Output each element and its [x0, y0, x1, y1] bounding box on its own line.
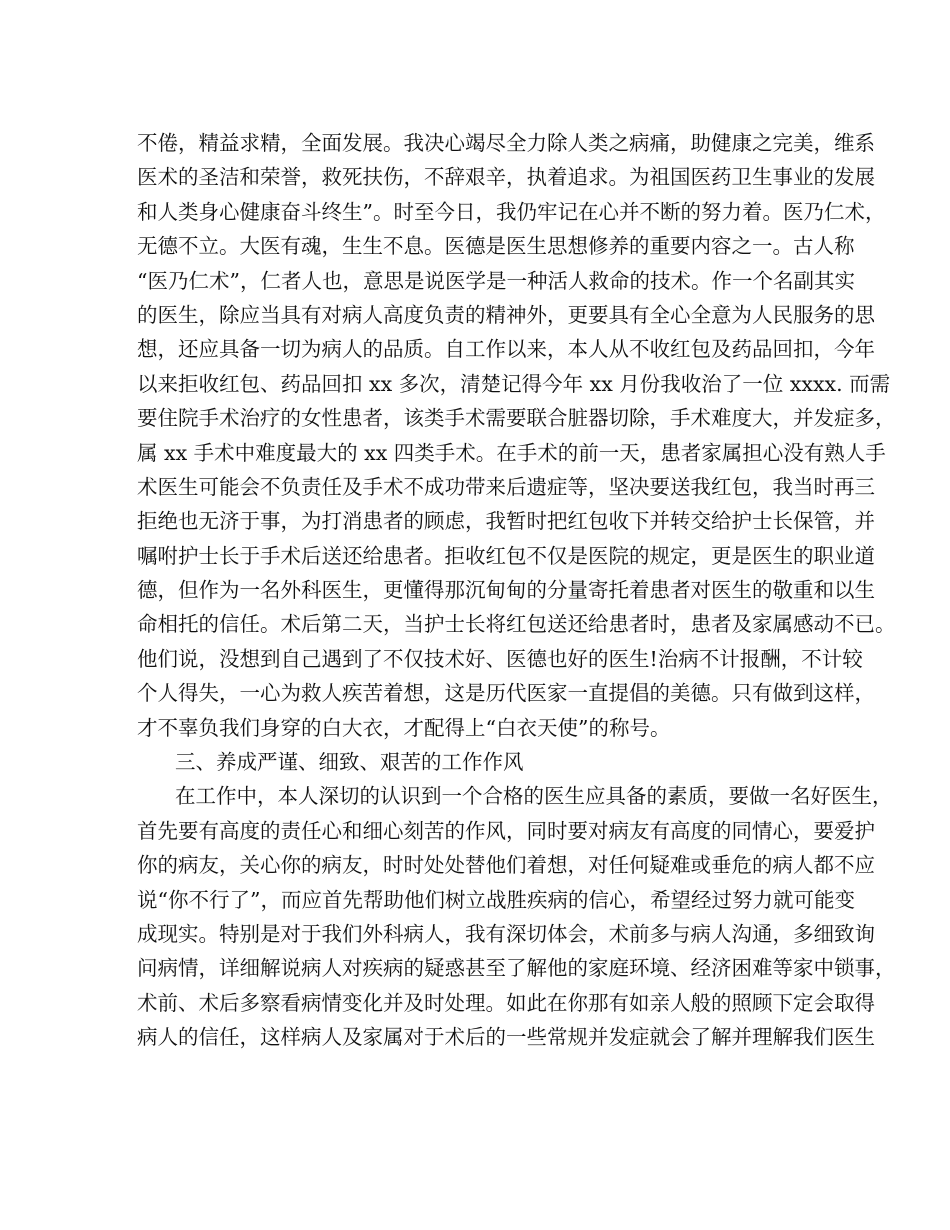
text-line: 你的病友，关心你的病友，时时处处替他们着想，对任何疑难或垂危的病人都不应	[137, 853, 875, 878]
text-line: 成现实。特别是对于我们外科病人，我有深切体会，术前多与病人沟通，多细致询	[137, 921, 875, 946]
text-line: “医乃仁术”，仁者人也，意思是说医学是一种活人救命的技术。作一个名副其实	[137, 268, 855, 293]
text-line: 术前、术后多察看病情变化并及时处理。如此在你那有如亲人般的照顾下定会取得	[137, 990, 875, 1015]
text-line: 医术的圣洁和荣誉，救死扶伤，不辞艰辛，执着追求。为祖国医药卫生事业的发展	[137, 165, 875, 190]
text-line: 属 xx 手术中难度最大的 xx 四类手术。在手术的前一天，患者家属担心没有熟人手	[137, 440, 886, 465]
text-line: 嘱咐护士长于手术后送还给患者。拒收红包不仅是医院的规定，更是医生的职业道	[137, 543, 875, 568]
text-line: 要住院手术治疗的女性患者，该类手术需要联合脏器切除，手术难度大，并发症多，	[137, 406, 896, 431]
text-line: 想，还应具备一切为病人的品质。自工作以来，本人从不收红包及药品回扣，今年	[137, 337, 875, 362]
text-line: 个人得失，一心为救人疾苦着想，这是历代医家一直提倡的美德。只有做到这样，	[137, 681, 875, 706]
body-text	[137, 126, 896, 1055]
text-line: 德，但作为一名外科医生，更懂得那沉甸甸的分量寄托着患者对医生的敬重和以生	[137, 578, 875, 603]
text-line: 在工作中，本人深切的认识到一个合格的医生应具备的素质，要做一名好医生，	[175, 784, 893, 809]
text-line: 说“你不行了”，而应首先帮助他们树立战胜疾病的信心，希望经过努力就可能变	[137, 887, 855, 912]
text-line: 不倦，精益求精，全面发展。我决心竭尽全力除人类之病痛，助健康之完美，维系	[137, 131, 875, 155]
text-line: 首先要有高度的责任心和细心刻苦的作风，同时要对病友有高度的同情心，要爱护	[137, 818, 875, 843]
text-line: 他们说，没想到自己遇到了不仅技术好、医德也好的医生!治病不计报酬，不计较	[137, 646, 863, 671]
text-line: 无德不立。大医有魂，生生不息。医德是医生思想修养的重要内容之一。古人称	[137, 234, 855, 259]
text-line: 问病情，详细解说病人对疾病的疑惑甚至了解他的家庭环境、经济困难等家中锁事，	[137, 956, 896, 981]
text-line: 病人的信任，这样病人及家属对于术后的一些常规并发症就会了解并理解我们医生	[137, 1025, 875, 1050]
section-heading: 三、养成严谨、细致、艰苦的工作作风	[175, 750, 524, 775]
text-line: 术医生可能会不负责任及手术不成功带来后遗症等，坚决要送我红包，我当时再三	[137, 474, 875, 499]
text-line: 才不辜负我们身穿的白大衣，才配得上“白衣天使”的称号。	[137, 715, 671, 740]
text-line: 和人类身心健康奋斗终生”。时至今日，我仍牢记在心并不断的努力着。医乃仁术，	[137, 199, 886, 224]
text-line: 的医生，除应当具有对病人高度负责的精神外，更要具有全心全意为人民服务的思	[137, 302, 875, 327]
text-line: 拒绝也无济于事，为打消患者的顾虑，我暂时把红包收下并转交给护士长保管，并	[137, 509, 875, 534]
text-line: 以来拒收红包、药品回扣 xx 多次，清楚记得今年 xx 月份我收治了一位 xxxx. 而需	[137, 371, 891, 396]
text-line: 命相托的信任。术后第二天，当护士长将红包送还给患者时，患者及家属感动不已。	[137, 612, 896, 637]
